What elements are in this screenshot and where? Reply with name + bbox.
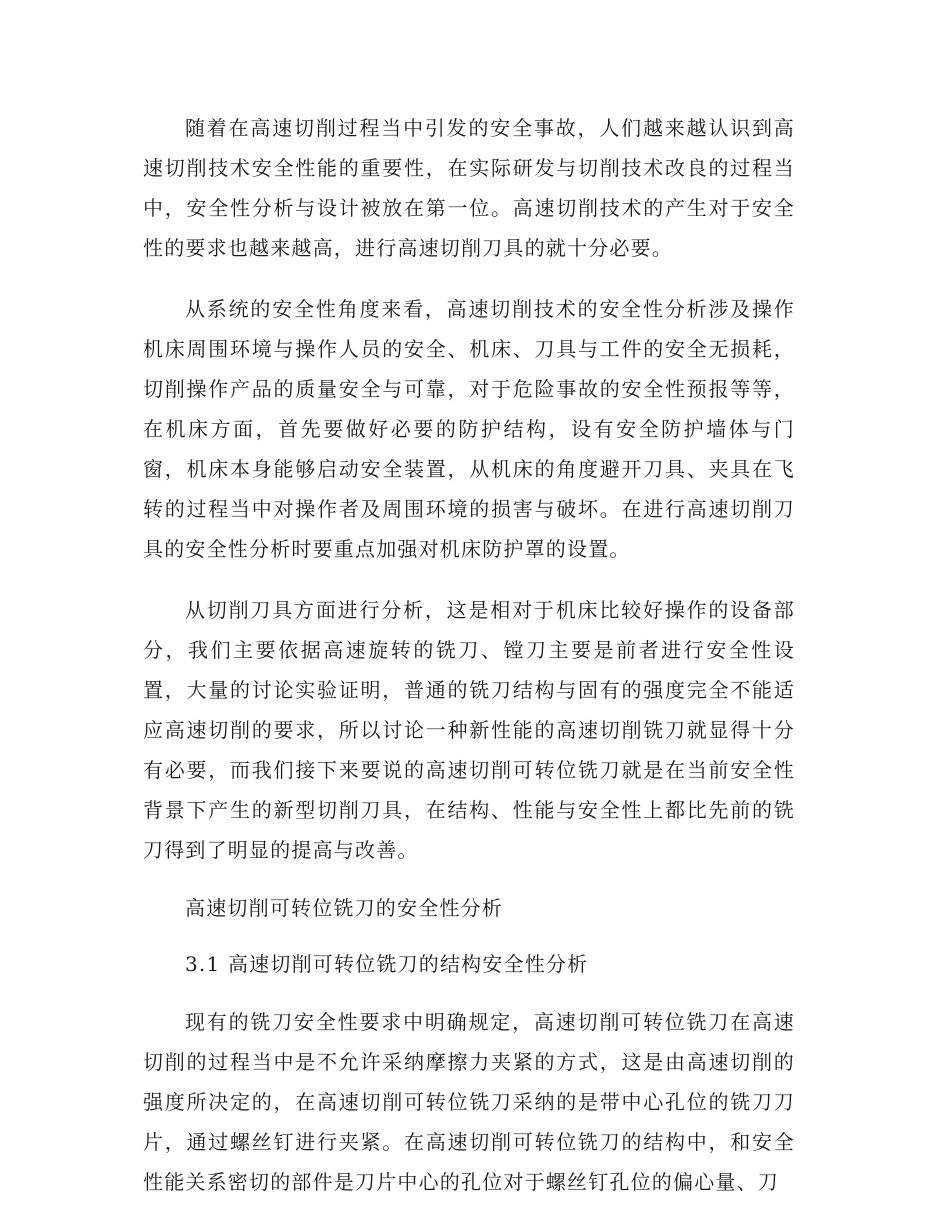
paragraph-4: 现有的铣刀安全性要求中明确规定，高速切削可转位铣刀在高速切削的过程当中是不允许采纳摩擦力夹紧的方式，这是由高速切削的强度所决定的，在高速切削可转位铣刀采纳的是带中心孔位的铣刀刀片，通过螺丝钉进行夹紧。在高速切削可转位铣刀的结构中，和安全性能关系密切的部件是刀片中心的孔位对于螺丝钉孔位的偏心量、刀 [143,1010,795,1194]
paragraph-3: 从切削刀具方面进行分析，这是相对于机床比较好操作的设备部分，我们主要依据高速旋转的铣刀、镗刀主要是前者进行安全性设置，大量的讨论实验证明，普通的铣刀结构与固有的强度完全不能适应高速切削的要求，所以讨论一种新性能的高速切削铣刀就显得十分有必要，而我们接下来要说的高速切削可转位铣刀就是在当前安全性背景下产生的新型切削刀具，在结构、性能与安全性上都比先前的铣刀得到了明显的提高与改善。 [143,598,795,862]
section-heading: 高速切削可转位铣刀的安全性分析 [185,896,503,920]
paragraph-2: 从系统的安全性角度来看，高速切削技术的安全性分析涉及操作机床周围环境与操作人员的安全、机床、刀具与工件的安全无损耗，切削操作产品的质量安全与可靠，对于危险事故的安全性预报等等，在机床方面，首先要做好必要的防护结构，设有安全防护墙体与门窗，机床本身能够启动安全装置，从机床的角度避开刀具、夹具在飞转的过程当中对操作者及周围环境的损害与破坏。在进行高速切削刀具的安全性分析时要重点加强对机床防护罩的设置。 [143,297,795,561]
paragraph-1: 随着在高速切削过程当中引发的安全事故，人们越来越认识到高速切削技术安全性能的重要性，在实际研发与切削技术改良的过程当中，安全性分析与设计被放在第一位。高速切削技术的产生对于安全性的要求也越来越高，进行高速切削刀具的就十分必要。 [143,116,795,260]
document-page [143,108,795,1202]
subsection-heading: 3.1 高速切削可转位铣刀的结构安全性分析 [185,952,589,976]
